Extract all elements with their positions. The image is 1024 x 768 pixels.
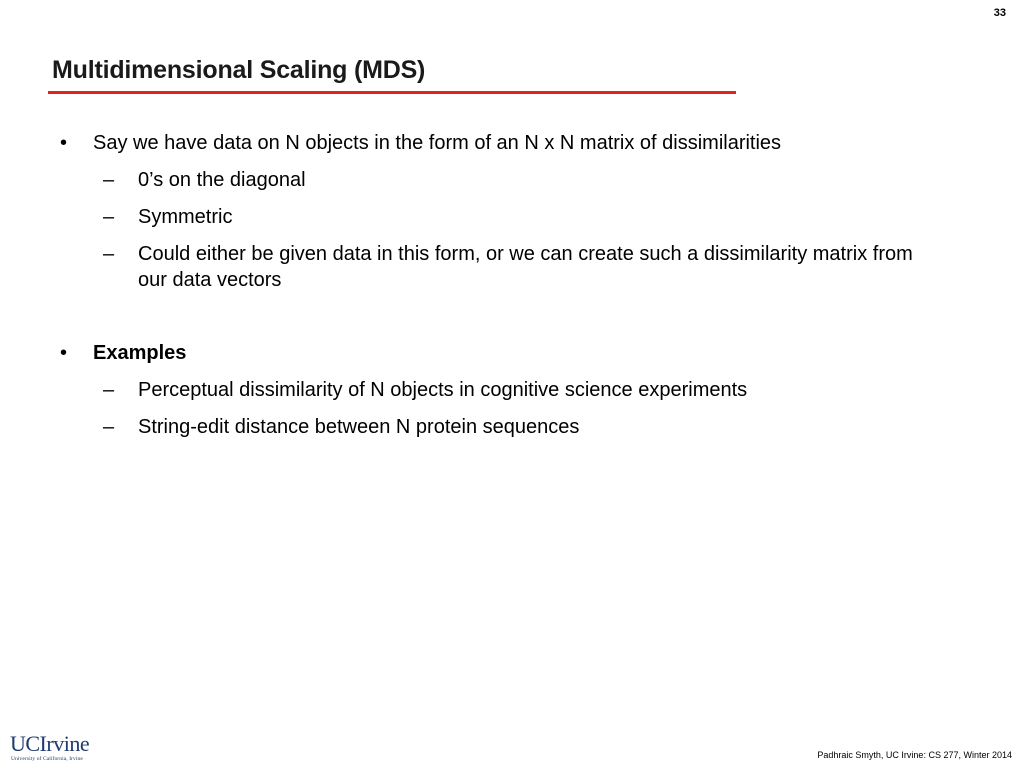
logo-subtitle: University of California, Irvine <box>11 756 83 762</box>
slide-content <box>56 130 956 440</box>
sub-bullet-text: Could either be given data in this form, or we can create such a dissimilarity matrix from our data vectors <box>138 243 913 291</box>
bullet-item <box>56 340 956 366</box>
sub-bullet-item <box>56 377 956 403</box>
sub-bullet-marker: – <box>103 169 115 191</box>
uc-irvine-logo <box>10 733 96 763</box>
sub-bullet-text: 0’s on the diagonal <box>138 169 306 191</box>
sub-bullet-item <box>56 414 956 440</box>
bullet-text: Say we have data on N objects in the form of an N x N matrix of dissimilarities <box>93 132 782 154</box>
sub-bullet-item <box>56 204 956 230</box>
bullet-marker: • <box>60 132 68 154</box>
logo-wordmark: UCIrvine <box>10 731 90 756</box>
sub-bullet-marker: – <box>103 379 115 401</box>
sub-bullet-marker: – <box>103 243 115 265</box>
footer-credit: Padhraic Smyth, UC Irvine: CS 277, Winter 2014 <box>817 750 1012 760</box>
sub-bullet-text: String-edit distance between N protein sequences <box>138 416 580 438</box>
sub-bullet-text: Symmetric <box>138 206 233 228</box>
slide-title: Multidimensional Scaling (MDS) <box>52 56 426 84</box>
sub-bullet-text: Perceptual dissimilarity of N objects in cognitive science experiments <box>138 379 748 401</box>
sub-bullet-item <box>56 241 956 293</box>
sub-bullet-marker: – <box>103 416 115 438</box>
title-underline <box>48 91 736 94</box>
bullet-item <box>56 130 956 156</box>
bullet-marker: • <box>60 342 68 364</box>
slide-number: 33 <box>993 7 1006 19</box>
sub-bullet-item <box>56 167 956 193</box>
sub-bullet-marker: – <box>103 206 115 228</box>
bullet-text: Examples <box>93 342 187 364</box>
